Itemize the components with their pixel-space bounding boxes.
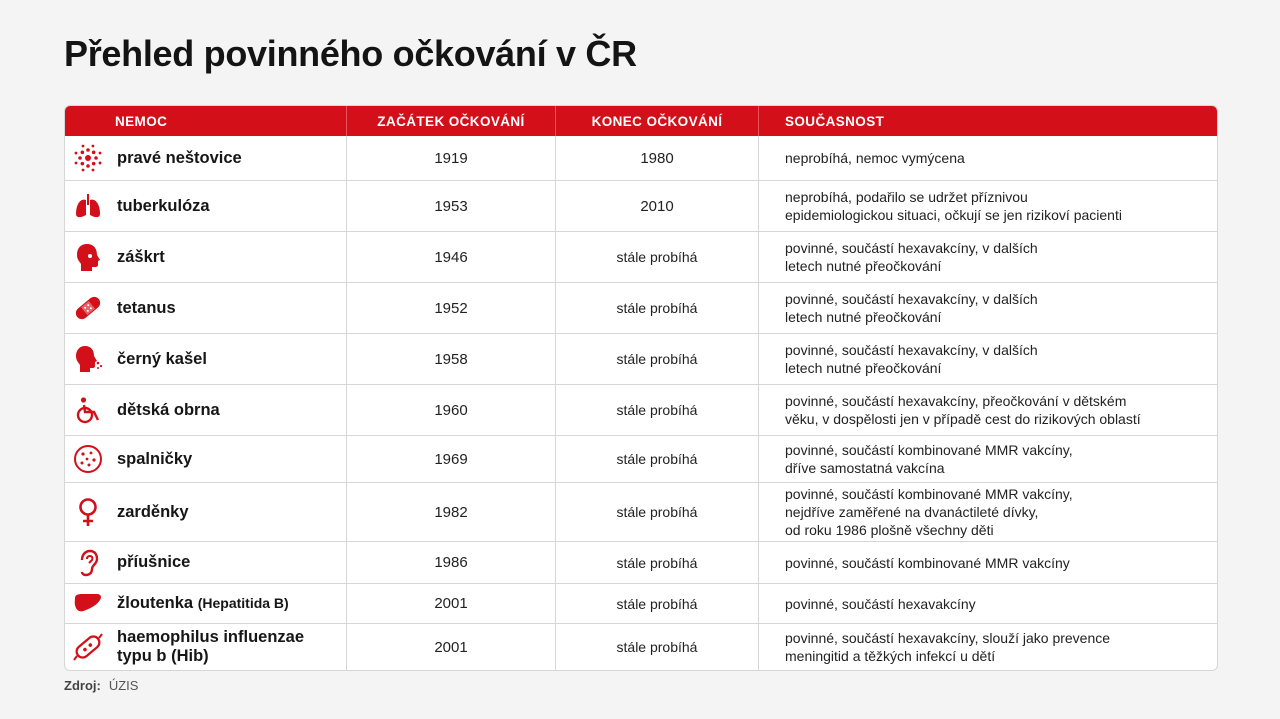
disease-label	[117, 450, 192, 469]
current-status-line: povinné, součástí kombinované MMR vakcíny,	[785, 486, 1073, 502]
table-row	[65, 231, 1217, 282]
start-year: 1953	[346, 181, 555, 231]
disease-name: tuberkulóza	[117, 196, 210, 215]
measles-cell-icon	[73, 444, 103, 474]
table-row	[65, 384, 1217, 435]
coughing-head-icon	[73, 344, 103, 374]
current-status	[758, 436, 1217, 482]
disease-cell	[65, 232, 346, 282]
end-year: stále probíhá	[555, 385, 758, 435]
disease-label	[117, 149, 242, 168]
end-year: stále probíhá	[555, 584, 758, 623]
disease-label	[117, 503, 189, 522]
disease-name: žloutenka	[117, 594, 194, 612]
current-status-line: povinné, součástí hexavakcíny, přeočkování v dětském	[785, 393, 1127, 409]
disease-subname: (Hepatitida B)	[197, 595, 289, 611]
current-status-line: nejdříve zaměřené na dvanáctileté dívky,	[785, 504, 1039, 520]
current-status	[758, 232, 1217, 282]
start-year: 2001	[346, 584, 555, 623]
disease-name: haemophilus influenzae	[117, 628, 305, 646]
table-row	[65, 541, 1217, 583]
disease-cell	[65, 436, 346, 482]
disease-name: záškrt	[117, 247, 165, 266]
bacteria-icon	[73, 632, 103, 662]
disease-name-line2: typu b (Hib)	[117, 647, 209, 665]
head-profile-icon	[73, 242, 103, 272]
header-start: ZAČÁTEK OČKOVÁNÍ	[346, 106, 555, 136]
start-year: 1960	[346, 385, 555, 435]
start-year: 1982	[346, 483, 555, 541]
disease-cell	[65, 483, 346, 541]
current-status-line: povinné, součástí kombinované MMR vakcíny,	[785, 442, 1073, 458]
current-status-line: letech nutné přeočkování	[785, 309, 942, 325]
disease-label	[117, 594, 289, 613]
start-year: 1946	[346, 232, 555, 282]
end-year: 1980	[555, 136, 758, 180]
lungs-icon	[73, 191, 103, 221]
current-status-line: povinné, součástí hexavakcíny, v dalších	[785, 240, 1038, 256]
current-status	[758, 624, 1217, 670]
disease-label	[117, 628, 304, 666]
table-row	[65, 333, 1217, 384]
disease-cell	[65, 181, 346, 231]
end-year: stále probíhá	[555, 283, 758, 333]
disease-cell	[65, 136, 346, 180]
start-year: 1958	[346, 334, 555, 384]
current-status-line: epidemiologickou situaci, očkují se jen rizikoví pacienti	[785, 207, 1122, 223]
end-year: stále probíhá	[555, 624, 758, 670]
disease-label	[117, 401, 220, 420]
end-year: 2010	[555, 181, 758, 231]
source-note	[64, 678, 138, 693]
current-status-line: dříve samostatná vakcína	[785, 460, 945, 476]
disease-label	[117, 248, 165, 267]
vaccination-table	[64, 105, 1218, 671]
disease-name: zarděnky	[117, 502, 189, 521]
disease-label	[117, 299, 176, 318]
current-status	[758, 542, 1217, 583]
current-status	[758, 136, 1217, 180]
end-year: stále probíhá	[555, 542, 758, 583]
disease-cell	[65, 584, 346, 623]
source-value: ÚZIS	[108, 678, 139, 693]
current-status	[758, 483, 1217, 541]
current-status	[758, 584, 1217, 623]
current-status	[758, 385, 1217, 435]
disease-name: tetanus	[117, 298, 176, 317]
current-status-line: povinné, součástí hexavakcíny, slouží jako prevence	[785, 630, 1111, 646]
table-row	[65, 136, 1217, 180]
current-status-line: od roku 1986 plošně všechny děti	[785, 522, 994, 538]
source-label: Zdroj:	[64, 678, 101, 693]
header-current: SOUČASNOST	[758, 106, 1217, 136]
disease-name: pravé neštovice	[117, 148, 242, 167]
table-row	[65, 623, 1217, 670]
current-status-line: neprobíhá, podařilo se udržet příznivou	[785, 189, 1028, 205]
female-symbol-icon	[73, 497, 103, 527]
end-year: stále probíhá	[555, 334, 758, 384]
current-status-line: meningitid a těžkých infekcí u dětí	[785, 648, 996, 664]
disease-name: příušnice	[117, 553, 191, 571]
current-status	[758, 334, 1217, 384]
table-header	[65, 106, 1217, 136]
current-status-line: neprobíhá, nemoc vymýcena	[785, 150, 965, 166]
disease-cell	[65, 385, 346, 435]
disease-name: spalničky	[117, 449, 193, 468]
disease-cell	[65, 542, 346, 583]
current-status-line: povinné, součástí hexavakcíny, v dalších	[785, 291, 1038, 307]
table-row	[65, 180, 1217, 231]
start-year: 2001	[346, 624, 555, 670]
page-title: Přehled povinného očkování v ČR	[64, 33, 637, 74]
current-status	[758, 181, 1217, 231]
current-status-line: povinné, součástí hexavakcíny	[785, 595, 976, 612]
liver-icon	[73, 589, 103, 619]
virus-icon	[73, 143, 103, 173]
current-status-line: letech nutné přeočkování	[785, 360, 942, 376]
disease-label	[117, 553, 190, 572]
current-status-line: letech nutné přeočkování	[785, 258, 942, 274]
current-status-line: věku, v dospělosti jen v případě cest do rizikových oblastí	[785, 411, 1141, 427]
end-year: stále probíhá	[555, 436, 758, 482]
wheelchair-icon	[73, 395, 103, 425]
disease-cell	[65, 283, 346, 333]
disease-name: černý kašel	[117, 349, 207, 368]
table-row	[65, 282, 1217, 333]
ear-icon	[73, 548, 103, 578]
end-year: stále probíhá	[555, 483, 758, 541]
current-status-line: povinné, součástí kombinované MMR vakcíny	[785, 554, 1070, 571]
disease-label	[117, 350, 207, 369]
table-row	[65, 583, 1217, 623]
start-year: 1986	[346, 542, 555, 583]
table-row	[65, 482, 1217, 541]
disease-cell	[65, 334, 346, 384]
start-year: 1919	[346, 136, 555, 180]
table-row	[65, 435, 1217, 482]
header-disease: NEMOC	[115, 113, 168, 129]
header-end: KONEC OČKOVÁNÍ	[555, 106, 758, 136]
bandage-icon	[73, 293, 103, 323]
disease-label	[117, 197, 210, 216]
start-year: 1969	[346, 436, 555, 482]
current-status-line: povinné, součástí hexavakcíny, v dalších	[785, 342, 1038, 358]
disease-name: dětská obrna	[117, 400, 220, 419]
disease-cell	[65, 624, 346, 670]
current-status	[758, 283, 1217, 333]
start-year: 1952	[346, 283, 555, 333]
end-year: stále probíhá	[555, 232, 758, 282]
